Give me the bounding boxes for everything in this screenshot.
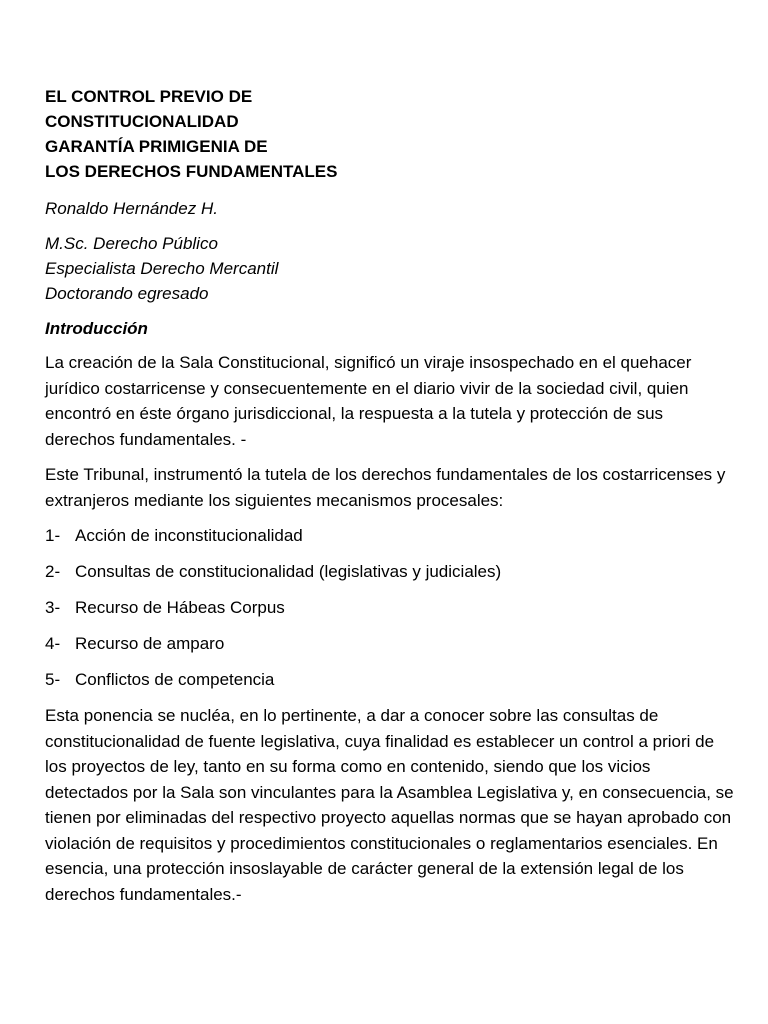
list-item	[45, 559, 735, 584]
title-line: EL CONTROL PREVIO DE	[45, 87, 253, 106]
author-credentials	[45, 231, 735, 306]
paragraph-intro: La creación de la Sala Constitucional, significó un viraje insospechado en el quehacer jurídico costarricense y consecuentemente en el diario vivir de la sociedad civil, quien encontró en éste órgano jurisdiccional, la respuesta a la tutela y protección de sus derechos fundamentales. -	[45, 353, 692, 449]
list-text: Consultas de constitucionalidad (legislativas y judiciales)	[75, 562, 502, 581]
credential-line: M.Sc. Derecho Público	[45, 234, 218, 253]
list-number: 4-	[45, 634, 61, 653]
title-line: CONSTITUCIONALIDAD	[45, 112, 239, 131]
section-heading: Introducción	[45, 319, 148, 338]
author-name: Ronaldo Hernández H.	[45, 199, 218, 218]
list-item	[45, 631, 735, 656]
list-text: Recurso de Hábeas Corpus	[75, 598, 285, 617]
title-line: GARANTÍA PRIMIGENIA DE	[45, 137, 268, 156]
list-number: 3-	[45, 598, 61, 617]
credential-line: Especialista Derecho Mercantil	[45, 259, 279, 278]
list-number: 2-	[45, 562, 61, 581]
credential-line: Doctorando egresado	[45, 284, 209, 303]
list-item	[45, 523, 735, 548]
list-text: Conflictos de competencia	[75, 670, 275, 689]
list-number: 5-	[45, 670, 61, 689]
document-page	[45, 84, 735, 917]
list-text: Acción de inconstitucionalidad	[75, 526, 303, 545]
document-title	[45, 84, 735, 184]
paragraph-ponencia: Esta ponencia se nucléa, en lo pertinente, a dar a conocer sobre las consultas de constitucionalidad de fuente legislativa, cuya finalidad es establecer un control a priori de los proyectos de ley, tanto en su forma como en contenido, siendo que los vicios detectados por la Sala son vinculantes para la Asamblea Legislativa y, en consecuencia, se tienen por eliminadas del respectivo proyecto aquellas normas que se hayan aprobado con violación de requisitos y procedimientos constitucionales o reglamentarios esenciales. En esencia, una protección insoslayable de carácter general de la extensión legal de los derechos fundamentales.-	[45, 706, 734, 904]
paragraph-tribunal: Este Tribunal, instrumentó la tutela de los derechos fundamentales de los costarricenses y extranjeros mediante los siguientes mecanismos procesales:	[45, 465, 726, 510]
title-line: LOS DERECHOS FUNDAMENTALES	[45, 162, 338, 181]
list-text: Recurso de amparo	[75, 634, 225, 653]
list-number: 1-	[45, 526, 61, 545]
list-item	[45, 667, 735, 692]
mechanisms-list	[45, 523, 735, 692]
list-item	[45, 595, 735, 620]
